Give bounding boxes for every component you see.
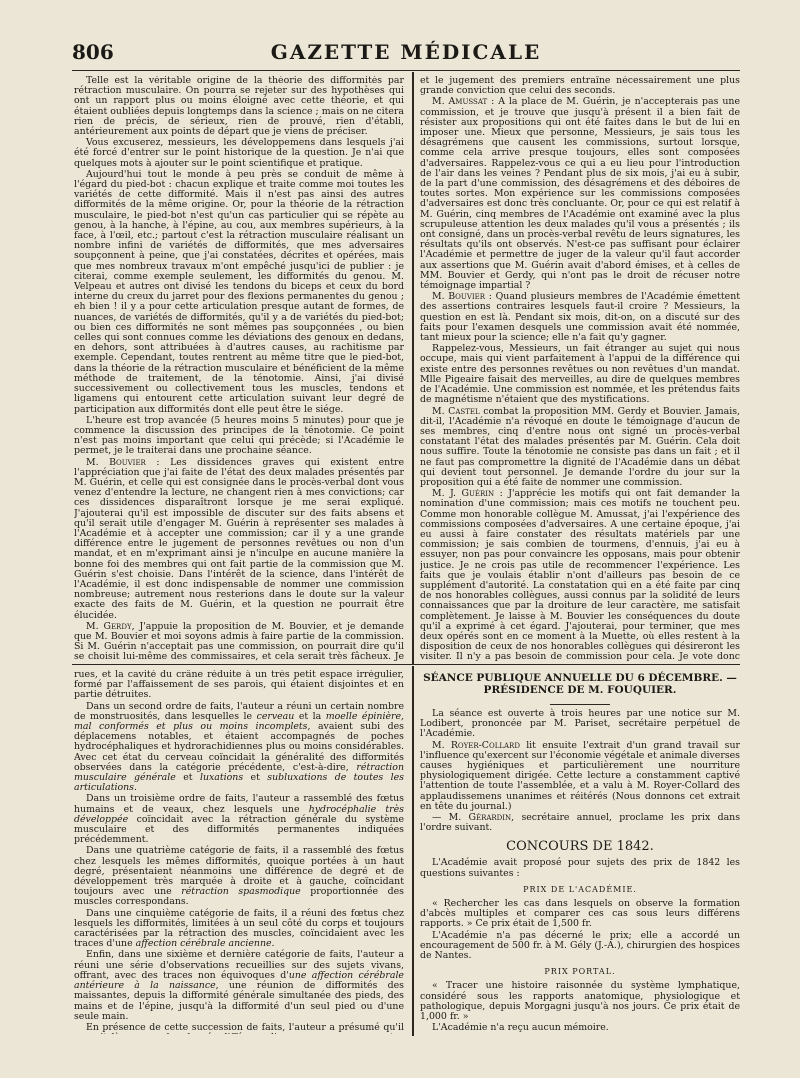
- column-divider-upper: [412, 72, 414, 664]
- paragraph: [420, 292, 740, 343]
- speech-text: Les dissidences graves qui existent entre l'appréciation que j'ai faite de l'état des deux malades présentés par M. Guérin, et celle qui est consignée dans le procès-verbal dont vous venez d'entendre la lecture, ne changent rien à mes convictions; car ces dissidences disparaîtront lorsque je me serai expliqué. J'ajouterai qu'il est impossible de discuter sur des faits absens et qu'il serait utile d'engager M. Guérin à représenter ses malades à l'Académie et à accepter une commission; car il y a une grande différence entre le jugement de personnes revêtues ou non d'un mandat, et en m'exprimant ainsi je n'inculpe en aucune manière la bonne foi des membres qui ont fait partie de la commission que M. Guérin s'est choisie. Dans l'intérêt de la science, dans l'intérêt de l'Académie, il est donc indispensable de nommer une commission nombreuse; autrement nous resterions dans le doute sur la valeur exacte des faits de M. Guérin, et la question ne pourrait être élucidée.: [74, 456, 404, 621]
- section-rule: [72, 664, 740, 665]
- text-run: et: [175, 772, 200, 784]
- speaker-name: M. Amussat :: [432, 96, 495, 108]
- speech-text: lit ensuite l'extrait d'un grand travail sur l'influence qu'exercent sur l'économie végétale et animale diverses causes hygiéniques et particulièrement une nourriture physiologiquement dirigée. Cette lecture a constamment captivé l'attention de toute l'assemblée, et a valu à M. Royer-Collard des applaudissemens unanimes et réitérés (Nous donnons cet extrait en tête du journal.): [420, 739, 740, 812]
- italic-run: subluxations de toutes les articulations.: [74, 772, 404, 794]
- speech-text: secrétaire annuel, proclame les prix dans l'ordre suivant.: [420, 812, 740, 834]
- paragraph: L'Académie avait proposé pour sujets des prix de 1842 les questions suivantes :: [420, 857, 740, 879]
- paragraph: [420, 97, 740, 291]
- page-header: [72, 40, 740, 66]
- speech-text: combat la proposition MM. Gerdy et Bouvier. Jamais, dit-il, l'Académie n'a révoqué en doute le témoignage d'aucun de ses membres, cinq d'entre nous ont signé un procès-verbal constatant l'état des malades présentés par M. Guérin. Cela doit nous suffire. Toute la ténotomie ne consiste pas dans un fait ; et il ne faut pas compromettre la dignité de l'Académie dans un débat qui devient tout personnel. Je demande l'ordre du jour sur la proposition qui a été faite de nommer une commission.: [420, 405, 740, 488]
- paragraph: [420, 741, 740, 812]
- paragraph: Aujourd'hui tout le monde à peu près se conduit de même à l'égard du pied-bot : chacun explique et traite comme moi toutes les variétés de cette difformité. Mais il n'est pas ainsi des autres difformités de la même origine. Or, pour la théorie de la rétraction musculaire, le pied-bot n'est qu'un cas particulier qui se répète au genou, à la hanche, à l'épine, au cou, aux membres supérieurs, à la face, à l'œil, etc.; partout c'est la rétraction musculaire réalisant un nombre infini de variétés de difformités, que mes adversaires soupçonnent à peine, que j'ai constatées, décrites et opérées, mais que mes nombreux travaux m'ont empêché jusqu'ici de publier : je citerai, comme exemple seulement, les difformités du genou. M. Velpeau et autres ont divisé les tendons du biceps et ceux du bord interne du creux du jarret pour des flexions permanentes du genou ; eh bien ! il y a pour cette articulation presque autant de formes, de nuances, de variétés de difformités, qu'il y a de variétés du pied-bot; ou bien ces difformités ne sont mêmes pas soupçonnées , ou bien celles qui sont connues comme les déviations des genoux en dedans, en dehors, sont attribuées à d'autres causes, au rachitisme par exemple. Cependant, toutes rentrent au même titre que le pied-bot, dans la théorie de la rétraction musculaire et bénéficient de la même méthode de traitement, de la ténotomie. Ainsi, j'ai divisé successivement ou collectivement tous les muscles, tendons et ligamens qui entourent cette articulation suivant leur degré de participation aux difformités dont elle peut être le siége.: [74, 168, 404, 415]
- paragraph: Telle est la véritable origine de la théorie des difformités par rétraction musculaire. On pourra se rejeter sur des hypothèses qui ont un rapport plus ou moins éloigné avec cette théorie, et qui étaient oubliées depuis longtemps dans la science ; mais on ne citera rien de précis, de sérieux, rien de prouvé, rien d'établi, antérieurement aux points de départ que je viens de préciser.: [74, 76, 404, 138]
- text-run: , avaient subi des déplacemens notables, et étaient accompagnés de poches hydrocéphaliques et hydrorachidiennes plus ou moins considérables. Avec cet état du cerveau coïncidait la généralité des difformités observées dans la catégorie précédente, c'est-à-dire,: [74, 721, 404, 773]
- text-run: Dans une cinquième catégorie de faits, il a réuni des fœtus chez lesquels les difformités, limitées à un seul côté du corps et toujours caractérisées par la rétraction des muscles, coïncidaient avec les traces d'une: [74, 907, 404, 950]
- paragraph: et le jugement des premiers entraîne nécessairement une plus grande conviction que celui des seconds.: [420, 76, 740, 97]
- speaker-name: M. Bouvier :: [432, 291, 492, 303]
- paragraph: [74, 702, 404, 794]
- paragraph: L'heure est trop avancée (5 heures moins 5 minutes) pour que je commence la discussion des principes de la ténotomie. Ce point n'est pas moins important que celui qui précède; si l'Académie le permet, je le traiterai dans une prochaine séance.: [74, 414, 404, 457]
- paragraph: En présence de cette succession de faits, l'auteur a présumé qu'il: [86, 1021, 404, 1033]
- speaker-name: — M. Gérardin,: [432, 812, 515, 824]
- paragraph: [420, 813, 740, 833]
- text-run: Enfin, dans une sixième et dernière catégorie de faits, l'auteur a réuni une série d'observations recueillies sur des sujets vivans, offrant, avec des traces non équivoques d': [74, 949, 404, 981]
- column-upper-left: [74, 76, 404, 662]
- italic-run: moelle épinière, mal conformés et plus ou moins incomplets: [74, 710, 404, 733]
- text-run: et la: [294, 710, 326, 722]
- paragraph: [74, 846, 404, 907]
- speech-text: J'apprécie les motifs qui ont fait demander la nomination d'une commission; mais ces motifs ne touchent peu. Comme mon honorable collègue M. Amussat, j'ai l'expérience des commissions composées d'adversaires. A une certaine époque, j'ai eu aussi à faire constater des résultats matériels par une commission; je sais combien de tourmens, d'ennuis, j'ai eu à essuyer, non pas pour convaincre les opposans, mais pour obtenir justice. Je ne crois pas utile de recommencer l'expérience. Les faits que je voulais établir n'ont d'ailleurs pas besoin de ce supplément d'autorité. La constatation qui en a été faite par cinq de nos honorables collègues, aussi connus par la solidité de leurs connaissances que par la droiture de leur caractère, me satisfait complètement. Je laisse à M. Bouvier les conséquences du doute qu'il a exprimé à cet égard. J'ajouterai, pour terminer, que mes deux opérés sont en ce moment à la Muette, où elles restent à la disposition de ceux de nos honorables collègues qui désireront les visiter. Il n'y a pas besoin de commission pour cela. Je vote donc: [420, 488, 740, 662]
- header-rule: [72, 70, 740, 71]
- paragraph: L'Académie n'a reçu aucun mémoire.: [432, 1022, 609, 1034]
- speaker-name: M. Royer-Collard: [432, 739, 520, 751]
- speaker-name: M. Gerdy,: [86, 620, 135, 632]
- text-run: Dans une quatrième catégorie de faits, il a rassemblé des fœtus chez lesquels les mêmes difformités, quoique portées à un haut degré, présentaient néanmoins une différence de degré et de développement très marquée à droite et à gauche, coïncidant toujours avec une: [74, 845, 404, 898]
- italic-run: rétraction musculaire générale: [74, 761, 404, 784]
- text-run: proportionnée des muscles correspondans.: [74, 886, 404, 908]
- paragraph: [420, 407, 740, 489]
- text-run: coïncidait avec la rétraction générale du système musculaire et des difformités permanentes indiquées précédemment.: [74, 813, 404, 846]
- italic-run: une affection cérébrale antérieure à la naissance: [74, 969, 404, 992]
- paragraph: « Tracer une histoire raisonnée du système lymphatique, considéré sous les rapports anatomique, physiologique et pathologique, depuis Morgagni jusqu'à nos jours. Ce prix était de 1,000 fr. »: [420, 980, 740, 1023]
- page-number: 806: [72, 40, 114, 64]
- prix-portal-heading: PRIX PORTAL.: [544, 967, 616, 977]
- paragraph: [74, 622, 404, 662]
- italic-run: hydrocéphalie très développée: [74, 803, 404, 825]
- paragraph: « Rechercher les cas dans lesquels on observe la formation d'abcès multiples et comparer ces cas sous leurs différens rapports. » Ce prix était de 1,500 fr.: [420, 898, 740, 930]
- italic-run: luxations: [199, 772, 244, 784]
- paragraph: L'Académie n'a pas décerné le prix; elle a accordé un encouragement de 500 fr. à M. Gély (J.-A.), chirurgien des hospices de Nantes.: [420, 929, 740, 962]
- column-divider-lower: [412, 666, 414, 1036]
- column-lower-left: [74, 670, 404, 1034]
- paragraph: [74, 794, 404, 845]
- paragraph: Rappelez-vous, Messieurs, un fait étranger au sujet qui nous occupe, mais qui vient parfaitement à l'appui de la différence qui existe entre des personnes revêtues ou non revêtues d'un mandat. Mlle Pigeaire faisait des merveilles, au dire de quelques membres de l'Académie. Une commission est nommée, et les prétendus faits de magnétisme n'étaient que des mystifications.: [420, 343, 740, 406]
- prix-academie-heading: PRIX DE L'ACADÉMIE.: [523, 884, 637, 894]
- italic-run: rétraction spasmodique: [181, 886, 301, 898]
- paragraph: rues, et la cavité du crâne réduite à un très petit espace irrégulier, formé par l'affaissement de ses parois, qui étaient disjointes et en partie détruites.: [74, 670, 404, 701]
- italic-run: affection cérébrale ancienne.: [135, 938, 275, 950]
- concours-heading: CONCOURS DE 1842.: [506, 839, 654, 855]
- speech-text: J'appuie la proposition de M. Bouvier, et je demande que M. Bouvier et moi soyons admis à faire partie de la commission. Si M. Guérin n'acceptait pas une commission, on pourrait dire qu'il se choisit lui-même des commissaires, et cela serait très fâcheux. Je: [74, 620, 404, 662]
- paragraph: [420, 489, 740, 662]
- text-run: et: [243, 772, 268, 784]
- speech-text: Quand plusieurs membres de l'Académie émettent des assertions contraires lesquels faut-il croire ? Messieurs, la question en est là. Pendant six mois, dit-on, on a discuté sur des faits pour l'examen desquels une commission avait été nommée, tant mieux pour la science; elle n'a fait qu'y gagner.: [420, 291, 740, 344]
- speaker-name: M. Bouvier :: [86, 456, 160, 468]
- text-run: , une réunion de difformités des maissantes, depuis la difformité générale simultanée des pieds, des mains et de l'épine, jusqu'à la difformité d'un seul pied ou d'une seule main.: [74, 980, 404, 1022]
- journal-title: GAZETTE MÉDICALE: [270, 40, 542, 64]
- text-run: Dans un troisième ordre de faits, l'auteur a rassemblé des fœtus humains et de veaux, chez lesquels une: [74, 793, 404, 815]
- paragraph: [74, 458, 404, 621]
- italic-run: cerveau: [256, 710, 295, 722]
- divider: [550, 704, 610, 705]
- paragraph: [74, 909, 404, 950]
- text-run: Dans un second ordre de faits, l'auteur a réuni un certain nombre de monstruosités, dans lesquelles le: [74, 700, 404, 722]
- paragraph: La séance est ouverte à trois heures par une notice sur M. Lodibert, prononcée par M. Pariset, secrétaire perpétuel de l'Académie.: [420, 708, 740, 740]
- paragraph: Vous excuserez, messieurs, les développemens dans lesquels j'ai été forcé d'entrer sur le point historique de la question. Je n'ai que quelques mots à ajouter sur le point scientifique et pratique.: [74, 137, 404, 169]
- paragraph: [74, 950, 404, 1021]
- seance-heading: SÉANCE PUBLIQUE ANNUELLE DU 6 DÉCEMBRE. — PRÉSIDENCE DE M. FOUQUIER.: [423, 672, 737, 696]
- speech-text: A la place de M. Guérin, je n'accepterais pas une commission, et je trouve que jusqu'à présent il a bien fait de résister aux propositions qui ont été faites dans le but de lui en imposer une. Mieux que personne, Messieurs, je sais tous les désagrémens que causent les commissions, surtout lorsque, comme cela arrive presque toujours, elles sont composées d'adversaires. Rappelez-vous ce qui a eu lieu pour l'introduction de l'air dans les veines ? Pendant plus de six mois, j'ai eu à subir, de la part d'une commission, des désagrémens et des déboires de toutes sortes. Mon expérience sur les commissions composées d'adversaires est donc très concluante. Or, pour ce qui est relatif à M. Guérin, cinq membres de l'Académie ont examiné avec la plus scrupuleuse attention les deux malades qu'il vous a présentés ; ils ont consigné, dans un procès-verbal revêtu de leurs signatures, les résultats qu'ils ont observés. N'est-ce pas suffisant pour éclairer l'Académie et permettre de juger de la valeur qu'il faut accorder aux assertions que M. Guérin avait d'abord émises, et à celles de MM. Bouvier et Gerdy, qui n'ont pas le droit de récuser notre témoignage impartial ?: [420, 96, 740, 292]
- speaker-name: M. Castel: [432, 405, 480, 417]
- column-upper-right: [420, 76, 740, 662]
- speaker-name: M. J. Guérin :: [432, 488, 503, 500]
- column-lower-right: [420, 670, 740, 1034]
